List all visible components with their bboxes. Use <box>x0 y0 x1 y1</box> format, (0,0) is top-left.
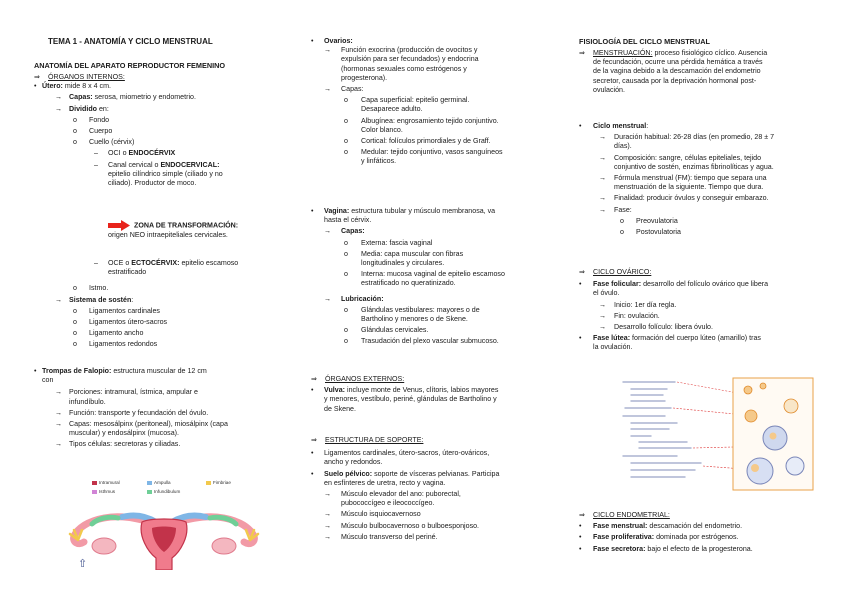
list-item: → Inicio: 1er día regla. <box>599 300 677 309</box>
text-line: días). <box>614 142 632 151</box>
list-item: ZONA DE TRANSFORMACIÓN: <box>108 220 288 231</box>
text-line: y menores, vestíbulo, periné, glándulas de Bartholino y <box>324 395 497 404</box>
text-line: pubococcígeo e ileococcígeo. <box>341 499 435 508</box>
list-item: o Glándulas cervicales. <box>344 326 429 335</box>
list-item: → Tipos células: secretoras y ciliadas. <box>55 440 181 449</box>
list-item: o Medular: tejido conjuntivo, vasos sanguíneos <box>344 148 503 157</box>
list-item: – OCE o ECTOCÉRVIX: epitelio escamoso <box>94 259 239 267</box>
list-item: ⇒ ÓRGANOS INTERNOS: <box>34 73 125 81</box>
circle-bullet-icon: o <box>344 305 348 314</box>
circle-bullet-icon: o <box>73 318 77 327</box>
bullet-icon: • <box>311 469 314 478</box>
arrow-icon: → <box>55 295 63 304</box>
trompas-block <box>34 367 280 450</box>
arrow-icon: → <box>55 408 63 417</box>
text-line: (hormonas sexuales como estrógenos y <box>341 64 467 73</box>
text-line: de la vagina debido a la descamación del endometrio <box>593 67 761 76</box>
list-item: o Interna: mucosa vaginal de epitelio escamoso <box>344 270 505 279</box>
legend-item: Intramural <box>92 479 120 486</box>
ciclo-ovarico-block <box>579 268 814 353</box>
circle-bullet-icon: o <box>73 138 77 147</box>
arrow-icon: → <box>599 205 607 214</box>
legend-item: Ampulla <box>147 479 171 486</box>
list-item: o Preovulatoria <box>620 216 678 225</box>
text-line: Desaparece adulto. <box>361 105 423 114</box>
text-line: estratificado no queratinizado. <box>361 279 456 288</box>
arrow-icon: → <box>599 311 607 320</box>
text-line: de fecundación, ocurre una pérdida hemática a través <box>593 58 763 67</box>
list-item: • Fase menstrual: descamación del endometrio. <box>579 522 743 531</box>
list-item: → Fase: <box>599 205 632 214</box>
list-item: → Sistema de sostén: <box>55 295 134 304</box>
arrow-icon: → <box>599 174 607 183</box>
list-item: → Desarrollo folículo: libera óvulo. <box>599 323 713 332</box>
list-item: → Fórmula menstrual (FM): tiempo que separa una <box>599 174 767 183</box>
legend-item: Infundibulum <box>147 488 180 495</box>
list-item: • Vagina: estructura tubular y músculo membranosa, va <box>311 207 496 215</box>
list-item: ⇒ ÓRGANOS EXTERNOS: <box>311 375 405 383</box>
text-line: ovulación. <box>593 85 625 94</box>
circle-bullet-icon: o <box>344 116 348 125</box>
list-item: • Suelo pélvico: soporte de vísceras pelvianas. Participa <box>311 469 500 478</box>
text-line: de Skene. <box>324 404 356 413</box>
list-item: → Capas: mesosálpinx (peritoneal), miosálpinx (capa <box>55 420 228 429</box>
organos-internos-block <box>34 73 280 188</box>
circle-bullet-icon: o <box>73 284 77 293</box>
list-item: o Ligamentos útero-sacros <box>73 318 168 327</box>
list-item: → Capas: <box>324 227 365 236</box>
bullet-icon: • <box>579 334 582 343</box>
circle-bullet-icon: o <box>344 337 348 346</box>
legend-swatch <box>147 481 152 485</box>
bullet-icon: • <box>34 82 37 91</box>
arrow-icon: → <box>324 510 332 519</box>
circle-bullet-icon: o <box>73 340 77 349</box>
bullet-icon: • <box>311 207 314 215</box>
circle-bullet-icon: o <box>620 228 624 237</box>
list-item: • Fase lútea: formación del cuerpo lúteo (amarillo) tras <box>579 334 761 343</box>
bullet-icon: • <box>579 544 582 553</box>
bullet-icon: • <box>311 386 314 395</box>
arrow-icon: → <box>324 46 332 55</box>
double-arrow-icon: ⇒ <box>311 375 317 383</box>
double-arrow-icon: ⇒ <box>34 73 40 81</box>
text-line: el óvulo. <box>593 289 620 298</box>
list-item: • Ovarios: <box>311 37 353 45</box>
arrow-icon: → <box>599 133 607 142</box>
text-line: secretor, causada por la deprivación hormonal post- <box>593 76 757 85</box>
legend-item: Isthmus <box>92 488 115 495</box>
circle-bullet-icon: o <box>344 238 348 247</box>
dash-icon: – <box>94 259 98 267</box>
legend-swatch <box>92 481 97 485</box>
text-line: Bartholino y menores o de Skene. <box>361 315 468 324</box>
legend-swatch <box>147 490 152 494</box>
double-arrow-icon: ⇒ <box>579 268 585 276</box>
double-arrow-icon: ⇒ <box>311 436 317 444</box>
text-line: conjuntivo de sostén, enzimas fibrinolíticas y agua. <box>614 162 774 171</box>
list-item: → Función: transporte y fecundación del óvulo. <box>55 408 209 417</box>
list-item: – OCI o ENDOCÉRVIX <box>94 149 176 158</box>
list-item: → Fin: ovulación. <box>599 311 660 320</box>
bullet-icon: • <box>579 280 582 289</box>
vagina-block <box>311 207 553 347</box>
arrow-icon: → <box>324 532 332 541</box>
text-line: la ovulación. <box>593 343 633 352</box>
circle-bullet-icon: o <box>344 249 348 258</box>
circle-bullet-icon: o <box>344 148 348 157</box>
list-item: o Cuello (cérvix) <box>73 138 135 147</box>
section-heading-fisiologia: FISIOLOGÍA DEL CICLO MENSTRUAL <box>579 37 710 46</box>
list-item: ⇒ CICLO OVÁRICO: <box>579 268 652 276</box>
bullet-icon: • <box>311 37 314 45</box>
list-item: ⇒ MENSTRUACIÓN: proceso fisiológico cíclico. Ausencia <box>579 49 768 57</box>
text-line: Color blanco. <box>361 125 403 134</box>
list-item: o Media: capa muscular con fibras <box>344 249 464 258</box>
list-item: o Cuerpo <box>73 127 113 136</box>
list-item: o Albugínea: engrosamiento tejido conjuntivo. <box>344 116 499 125</box>
up-arrow-icon: ⇧ <box>78 558 88 570</box>
list-item: → Capas: <box>324 85 364 94</box>
text-line: hasta el cérvix. <box>324 216 372 225</box>
list-item: → Porciones: intramural, ístmica, ampular e <box>55 388 198 397</box>
list-item: o Fondo <box>73 115 110 124</box>
text-line: longitudinales y circulares. <box>361 259 445 268</box>
arrow-icon: → <box>599 153 607 162</box>
text-line: infundíbulo. <box>69 397 106 406</box>
list-item: o Externa: fascia vaginal <box>344 238 433 247</box>
ectocervix-block <box>34 259 280 350</box>
list-item: – Canal cervical o ENDOCERVICAL: <box>94 160 220 169</box>
circle-bullet-icon: o <box>344 96 348 105</box>
text-line: muscular) y endosálpinx (mucosa). <box>69 429 179 438</box>
dash-icon: – <box>94 149 98 158</box>
text-line: ancho y redondos. <box>324 458 383 467</box>
arrow-icon: → <box>55 420 63 429</box>
circle-bullet-icon: o <box>73 115 77 124</box>
page-title: TEMA 1 - ANATOMÍA Y CICLO MENSTRUAL <box>48 37 213 46</box>
list-item: o Ligamentos cardinales <box>73 306 160 315</box>
follicle-development-illustration <box>605 376 817 493</box>
arrow-icon: → <box>55 440 63 449</box>
text-line: y linfáticos. <box>361 157 397 166</box>
list-item: • Ciclo menstrual: <box>579 122 649 130</box>
ciclo-endometrial-block <box>579 511 814 554</box>
section-heading-anatomia: ANATOMÍA DEL APARATO REPRODUCTOR FEMENINO <box>34 61 226 70</box>
arrow-icon: → <box>599 194 607 203</box>
zona-transformacion-block <box>108 220 288 240</box>
list-item: → Composición: sangre, células epiteliales, tejido <box>599 153 762 162</box>
circle-bullet-icon: o <box>344 326 348 335</box>
bullet-icon: • <box>579 122 582 130</box>
circle-bullet-icon: o <box>73 127 77 136</box>
circle-bullet-icon: o <box>73 306 77 315</box>
list-item: → Lubricación: <box>324 294 384 303</box>
arrow-icon: → <box>324 490 332 499</box>
list-item: • Vulva: incluye monte de Venus, clítoris, labios mayores <box>311 386 499 395</box>
list-item: o Glándulas vestibulares: mayores o de <box>344 305 480 314</box>
list-item: ⇒ ESTRUCTURA DE SOPORTE: <box>311 436 424 444</box>
circle-bullet-icon: o <box>73 329 77 338</box>
list-item: o Trasudación del plexo vascular submucoso. <box>344 337 499 346</box>
list-item: o Cortical: folículos primordiales y de Graff. <box>344 137 491 146</box>
list-item: ⇒ CICLO ENDOMETRIAL: <box>579 511 670 519</box>
list-item: • Fase folicular: desarrollo del folículo ovárico que libera <box>579 280 769 289</box>
text-line: en esfínteres de uretra, recto y vagina. <box>324 478 446 487</box>
list-item: → Capas: serosa, miometrio y endometrio. <box>55 93 196 102</box>
circle-bullet-icon: o <box>344 270 348 279</box>
text-line: progesterona). <box>341 73 388 82</box>
list-item: → Músculo isquiocavernoso <box>324 510 421 519</box>
arrow-icon: → <box>55 388 63 397</box>
arrow-icon: → <box>55 93 63 102</box>
legend-swatch <box>92 490 97 494</box>
text-line: origen NEO intraepiteliales cervicales. <box>108 231 228 239</box>
list-item: → Función exocrina (producción de ovocitos y <box>324 46 478 55</box>
dash-icon: – <box>94 160 98 169</box>
text-line: epitelio cilíndrico simple (ciliado y no <box>108 169 223 178</box>
arrow-icon: → <box>324 521 332 530</box>
list-item: o Istmo. <box>73 284 109 293</box>
bullet-icon: • <box>579 533 582 542</box>
list-item: • Fase secretora: bajo el efecto de la progesterona. <box>579 544 753 553</box>
list-item: → Músculo transverso del periné. <box>324 532 438 541</box>
list-item: o Ligamento ancho <box>73 329 144 338</box>
text-line: con <box>42 376 54 385</box>
arrow-icon: → <box>599 300 607 309</box>
arrow-icon: → <box>324 85 332 94</box>
estructura-soporte-block <box>311 436 553 542</box>
circle-bullet-icon: o <box>620 216 624 225</box>
double-arrow-icon: ⇒ <box>579 511 585 519</box>
arrow-icon: → <box>324 227 332 236</box>
bullet-icon: • <box>579 522 582 531</box>
arrow-icon: → <box>599 323 607 332</box>
list-item: → Músculo bulbocavernoso o bulboesponjoso. <box>324 521 480 530</box>
double-arrow-icon: ⇒ <box>579 49 585 57</box>
list-item: • Ligamentos cardinales, útero-sacros, útero-ováricos, <box>311 449 490 458</box>
list-item: • Útero: mide 8 x 4 cm. <box>34 82 111 91</box>
list-item: o Postovulatoria <box>620 228 681 237</box>
list-item: • Trompas de Falopio: estructura muscular de 12 cm <box>34 367 207 375</box>
bullet-icon: • <box>34 367 37 375</box>
uterus-legend <box>34 479 280 497</box>
legend-swatch <box>206 481 211 485</box>
uterus-illustration <box>64 500 264 570</box>
list-item: → Finalidad: producir óvulos y conseguir embarazo. <box>599 194 769 203</box>
arrow-icon: → <box>55 104 63 113</box>
text-line: menstruación de la siguiente. Tiempo que dura. <box>614 183 764 192</box>
list-item: o Ligamentos redondos <box>73 340 158 349</box>
text-line: ciliado). Productor de moco. <box>108 179 197 188</box>
text-line: expulsión para ser fecundados) y endocrina <box>341 55 479 64</box>
list-item: • Fase proliferativa: dominada por estrógenos. <box>579 533 739 542</box>
ovarios-block <box>311 37 553 167</box>
arrow-icon: → <box>324 294 332 303</box>
circle-bullet-icon: o <box>344 137 348 146</box>
list-item: → Duración habitual: 26-28 días (en promedio, 28 ± 7 <box>599 133 775 142</box>
bullet-icon: • <box>311 449 314 458</box>
list-item: → Músculo elevador del ano: puborectal, <box>324 490 461 499</box>
menstruacion-block <box>579 49 814 95</box>
list-item: o Capa superficial: epitelio germinal. <box>344 96 470 105</box>
organos-externos-block <box>311 375 553 414</box>
legend-item: Fimbriae <box>206 479 231 486</box>
red-arrow-icon <box>108 220 130 231</box>
text-line: estratificado <box>108 268 147 277</box>
list-item: → Dividido en: <box>55 104 109 113</box>
ciclo-menstrual-block <box>579 122 814 237</box>
